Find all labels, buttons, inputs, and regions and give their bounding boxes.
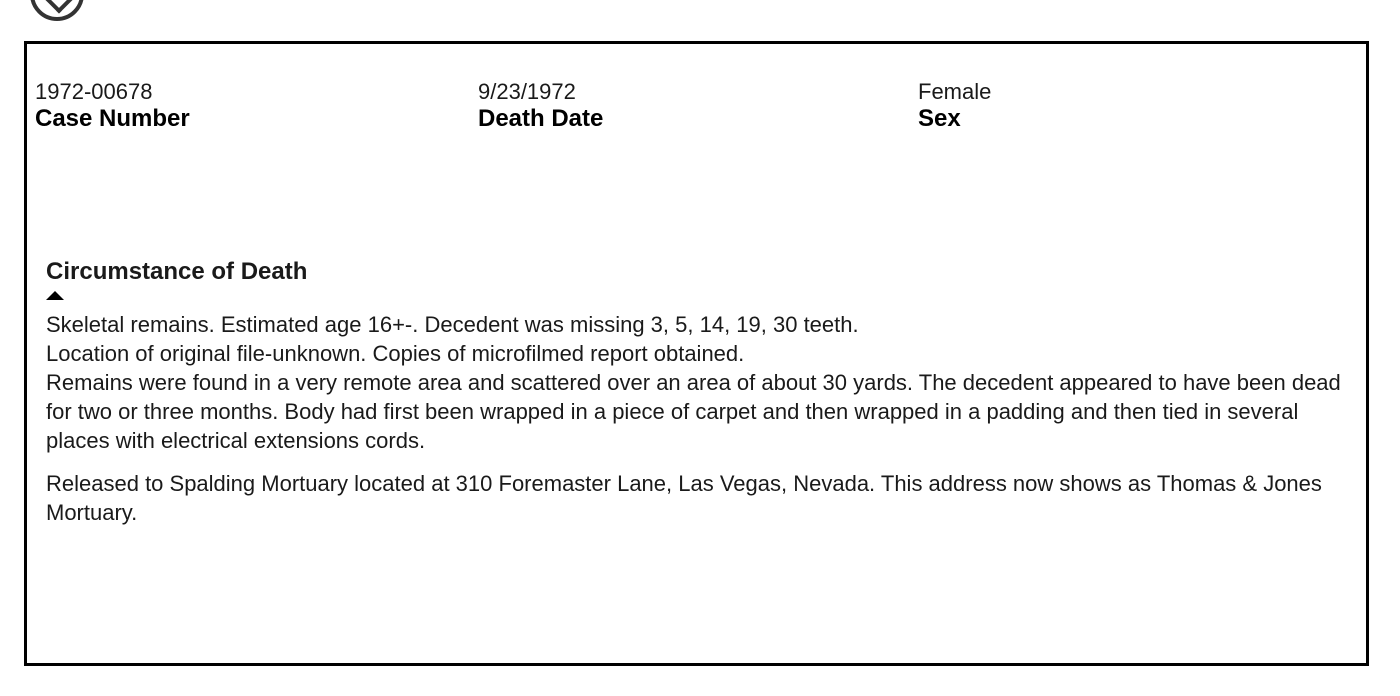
circumstance-title: Circumstance of Death (46, 258, 308, 285)
circumstance-text (46, 310, 1346, 527)
circumstance-line: Location of original file-unknown. Copies of microfilmed report obtained. (46, 341, 745, 366)
circumstance-release-paragraph: Released to Spalding Mortuary located at 310 Foremaster Lane, Las Vegas, Nevada. This address now shows as Thomas & Jones Mortuary. (46, 471, 1322, 525)
death-date-value: 9/23/1972 (478, 79, 576, 104)
case-number-field (35, 78, 190, 132)
circumstance-line: Remains were found in a very remote area and scattered over an area of about 30 yards. The decedent appeared to have been dead for two or three months. Body had first been wrapped in a piece of carpet and then wrapped in a padding and then tied in several places with electrical extensions cords. (46, 370, 1341, 453)
sex-value: Female (918, 79, 992, 104)
circumstance-line: Skeletal remains. Estimated age 16+-. Decedent was missing 3, 5, 14, 19, 30 teeth. (46, 312, 859, 337)
case-number-label: Case Number (35, 105, 190, 132)
sex-field (918, 78, 991, 132)
chevron-down-circle-icon[interactable] (30, 0, 84, 21)
sex-label: Sex (918, 105, 961, 132)
death-date-field (478, 78, 603, 132)
circumstance-section (46, 257, 1346, 527)
case-number-value: 1972-00678 (35, 79, 153, 104)
death-date-label: Death Date (478, 105, 604, 132)
triangle-up-icon[interactable] (46, 291, 64, 300)
case-details-card (24, 41, 1369, 666)
